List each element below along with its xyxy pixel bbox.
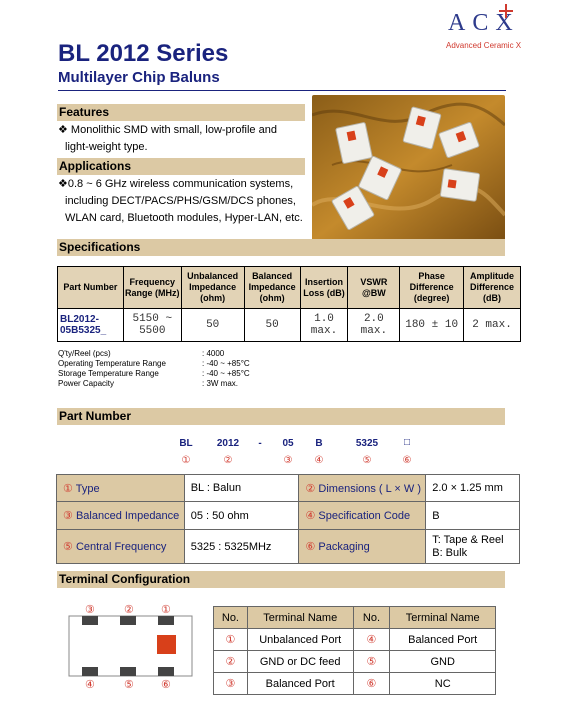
table-cell xyxy=(353,673,390,695)
table-header: Amplitude Difference (dB) xyxy=(464,267,521,309)
table-row xyxy=(57,502,520,530)
features-line: light-weight type. xyxy=(65,141,148,153)
applications-line: including DECT/PACS/PHS/GSM/DCS phones, xyxy=(65,195,296,207)
table-cell xyxy=(214,651,248,673)
packaging-option: B: Bulk xyxy=(432,546,468,559)
table-header-row xyxy=(214,607,496,629)
table-row xyxy=(214,651,496,673)
circle-number: ② xyxy=(305,482,316,495)
circle-number: ① xyxy=(63,482,73,495)
table-cell xyxy=(214,673,248,695)
table-cell: 2.0 × 1.25 mm xyxy=(426,475,520,502)
chip-5 xyxy=(440,169,480,202)
circle-number: ⑤ xyxy=(366,656,377,668)
circle-number: ① xyxy=(225,634,236,646)
applications-text xyxy=(58,176,312,227)
code-spec: B xyxy=(315,438,323,449)
table-header: No. xyxy=(353,607,390,629)
page-subtitle: Multilayer Chip Baluns xyxy=(58,69,220,86)
pin-4-pad xyxy=(82,667,98,676)
circle-number: ⑤ xyxy=(63,541,73,553)
spec-extra-label: Operating Temperature Range xyxy=(58,359,166,368)
table-cell: 05 : 50 ohm xyxy=(184,502,299,530)
circle-label: ⑤ xyxy=(362,455,372,466)
circle-number: ⑥ xyxy=(305,541,316,553)
code-frequency: 5325 xyxy=(355,438,379,449)
circle-label: ⑥ xyxy=(402,455,412,466)
chip-diagram xyxy=(68,615,193,677)
table-row xyxy=(214,629,496,651)
spec-extra-row xyxy=(58,369,250,379)
logo-tagline: Advanced Ceramic X xyxy=(446,41,522,50)
table-cell: Unbalanced Port xyxy=(247,629,353,651)
table-cell xyxy=(299,530,426,564)
table-cell: 2 max. xyxy=(464,309,521,342)
terminal-table xyxy=(213,606,496,695)
code-packaging: □ xyxy=(403,437,411,448)
code-separator: - xyxy=(258,438,262,449)
table-header: Phase Difference (degree) xyxy=(400,267,464,309)
features-line: ❖ Monolithic SMD with small, low-profile and xyxy=(58,124,277,136)
table-cell: GND xyxy=(390,651,496,673)
spec-extra-label: Power Capacity xyxy=(58,379,115,388)
logo-cross-icon xyxy=(499,4,513,18)
table-cell: 180 ± 10 xyxy=(400,309,464,342)
circle-number: ⑥ xyxy=(366,678,377,690)
circle-number: ③ xyxy=(63,510,73,522)
applications-heading: Applications xyxy=(57,158,305,175)
pin-3-pad xyxy=(82,616,98,625)
pin-6-pad xyxy=(158,667,174,676)
table-cell: 2.0 max. xyxy=(348,309,400,342)
product-photo xyxy=(312,95,505,241)
table-cell xyxy=(299,502,426,530)
field-label: Specification Code xyxy=(318,510,411,522)
pin-2-pad xyxy=(120,616,136,625)
table-cell: Balanced Port xyxy=(247,673,353,695)
table-cell xyxy=(353,651,390,673)
circle-number: ④ xyxy=(366,634,377,646)
table-cell xyxy=(214,629,248,651)
logo-text: ACX xyxy=(448,10,520,36)
pin-label: ④ xyxy=(85,679,95,691)
applications-line: WLAN card, Bluetooth modules, Hyper-LAN, etc. xyxy=(65,212,303,224)
features-heading: Features xyxy=(57,104,305,121)
pin-label: ② xyxy=(124,604,134,616)
table-cell xyxy=(57,530,185,564)
table-cell: 50 xyxy=(181,309,244,342)
features-text xyxy=(58,122,308,156)
code-dimension: 2012 xyxy=(216,438,240,449)
spec-extra-row xyxy=(58,379,250,389)
spec-extra-label: Storage Temperature Range xyxy=(58,369,159,378)
table-header: No. xyxy=(214,607,248,629)
table-cell xyxy=(353,629,390,651)
table-row xyxy=(57,530,520,564)
table-cell: 5150 ~ 5500 xyxy=(123,309,181,342)
terminal-heading: Terminal Configuration xyxy=(57,571,505,588)
orientation-marker xyxy=(157,635,176,654)
circle-label: ④ xyxy=(314,455,324,466)
field-label: Packaging xyxy=(318,541,370,553)
pin-5-pad xyxy=(120,667,136,676)
title-divider xyxy=(58,90,506,91)
table-cell: BL2012-05B5325_ xyxy=(58,309,124,342)
table-row xyxy=(57,475,520,502)
spec-extra-value: : 4000 xyxy=(202,349,225,358)
field-label: Central Frequency xyxy=(75,541,167,553)
specifications-table xyxy=(57,266,521,342)
table-header: Terminal Name xyxy=(390,607,496,629)
spec-extras xyxy=(58,349,250,389)
table-header: Part Number xyxy=(58,267,124,309)
pin-1-pad xyxy=(158,616,174,625)
table-cell: 1.0 max. xyxy=(300,309,348,342)
circle-number: ② xyxy=(225,656,236,668)
table-header: Unbalanced Impedance (ohm) xyxy=(181,267,244,309)
spec-extra-value: : -40 ~ +85°C xyxy=(202,369,250,378)
packaging-option: T: Tape & Reel xyxy=(432,533,504,546)
circle-number: ③ xyxy=(225,678,236,690)
table-cell: BL : Balun xyxy=(184,475,299,502)
table-cell: GND or DC feed xyxy=(247,651,353,673)
table-cell xyxy=(299,475,426,502)
table-header: Balanced Impedance (ohm) xyxy=(244,267,300,309)
pin-label: ③ xyxy=(85,604,95,616)
spec-extra-row xyxy=(58,349,250,359)
pin-label: ⑥ xyxy=(161,679,171,691)
field-label: Dimensions ( L × W ) xyxy=(318,482,421,495)
table-header: VSWR @BW xyxy=(348,267,400,309)
spec-extra-row xyxy=(58,359,250,369)
page-title: BL 2012 Series xyxy=(58,40,229,67)
table-cell xyxy=(57,475,185,502)
circle-label: ③ xyxy=(283,455,293,466)
circle-number: ④ xyxy=(305,510,316,522)
table-cell: B xyxy=(426,502,520,530)
table-header: Insertion Loss (dB) xyxy=(300,267,348,309)
table-header: Terminal Name xyxy=(247,607,353,629)
part-number-heading: Part Number xyxy=(57,408,505,425)
applications-line: ❖0.8 ~ 6 GHz wireless communication systems, xyxy=(58,178,294,190)
specifications-heading: Specifications xyxy=(57,239,505,256)
table-cell: 5325 : 5325MHz xyxy=(184,530,299,564)
part-number-table xyxy=(56,474,520,564)
pin-label: ① xyxy=(161,604,171,616)
table-header: Frequency Range (MHz) xyxy=(123,267,181,309)
table-row xyxy=(214,673,496,695)
table-cell: Balanced Port xyxy=(390,629,496,651)
code-impedance: 05 xyxy=(282,438,294,449)
spec-extra-value: : 3W max. xyxy=(202,379,239,388)
circle-label: ② xyxy=(223,455,233,466)
code-type: BL xyxy=(179,438,193,449)
table-cell xyxy=(57,502,185,530)
circle-label: ① xyxy=(181,455,191,466)
field-label: Type xyxy=(75,482,100,495)
table-cell: 50 xyxy=(244,309,300,342)
field-label: Balanced Impedance xyxy=(75,510,180,522)
table-cell xyxy=(426,530,520,564)
spec-extra-label: Q'ty/Reel (pcs) xyxy=(58,349,111,358)
table-header-row xyxy=(58,267,521,309)
table-row xyxy=(58,309,521,342)
table-cell: NC xyxy=(390,673,496,695)
spec-extra-value: : -40 ~ +85°C xyxy=(202,359,250,368)
pin-label: ⑤ xyxy=(124,679,134,691)
